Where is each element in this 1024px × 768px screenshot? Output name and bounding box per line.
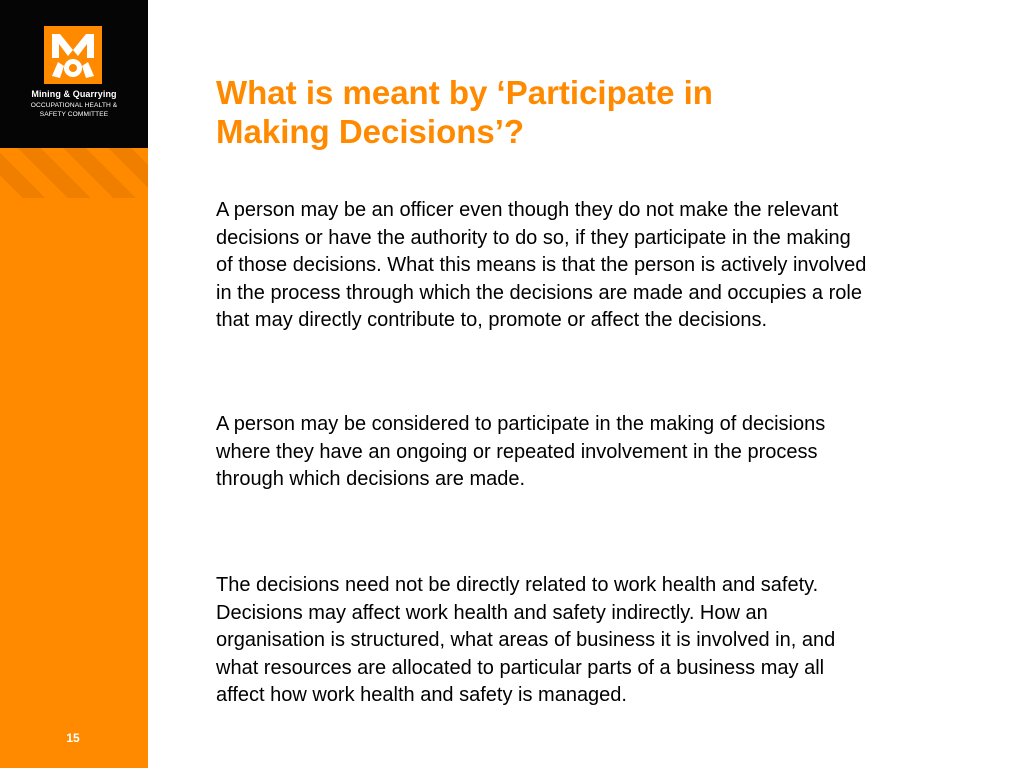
sidebar — [0, 0, 148, 768]
page-number: 15 — [66, 731, 80, 745]
logo-subtitle-line2: SAFETY COMMITTEE — [39, 111, 109, 118]
slide-title — [216, 73, 956, 151]
slide-title-line1: What is meant by ‘Participate in — [216, 74, 713, 111]
paragraph-line: Decisions may affect work health and safety indirectly. How an — [216, 601, 768, 624]
paragraph-line: where they have an ongoing or repeated involvement in the process — [216, 440, 818, 463]
logo-subtitle-line1: OCCUPATIONAL HEALTH & — [30, 102, 118, 109]
paragraph-line: A person may be an officer even though they do not make the relevant — [216, 199, 839, 221]
paragraph-officer-definition — [216, 197, 976, 335]
paragraph-line: A person may be considered to participate in the making of decisions — [216, 413, 826, 435]
mining-quarrying-logo-icon — [44, 26, 102, 84]
paragraph-line: affect how work health and safety is managed. — [216, 684, 627, 706]
paragraph-decisions-indirect — [216, 572, 976, 710]
paragraph-participation — [216, 411, 976, 494]
paragraph-line: through which decisions are made. — [216, 468, 526, 490]
logo-panel — [0, 0, 148, 148]
paragraph-line: what resources are allocated to particular parts of a business may all — [216, 656, 825, 679]
slide-title-line2: Making Decisions’? — [216, 113, 525, 150]
decorative-stripes — [0, 148, 148, 198]
paragraph-line: of those decisions. What this means is that the person is actively involved — [216, 254, 867, 276]
paragraph-line: decisions or have the authority to do so, if they participate in the making — [216, 226, 851, 249]
paragraph-line: organisation is structured, what areas of business it is involved in, and — [216, 629, 836, 651]
paragraph-line: The decisions need not be directly related to work health and safety. — [216, 574, 819, 596]
paragraph-line: that may directly contribute to, promote or affect the decisions. — [216, 309, 768, 331]
logo-title: Mining & Quarrying — [31, 89, 117, 99]
paragraph-line: in the process through which the decisions are made and occupies a role — [216, 281, 862, 304]
